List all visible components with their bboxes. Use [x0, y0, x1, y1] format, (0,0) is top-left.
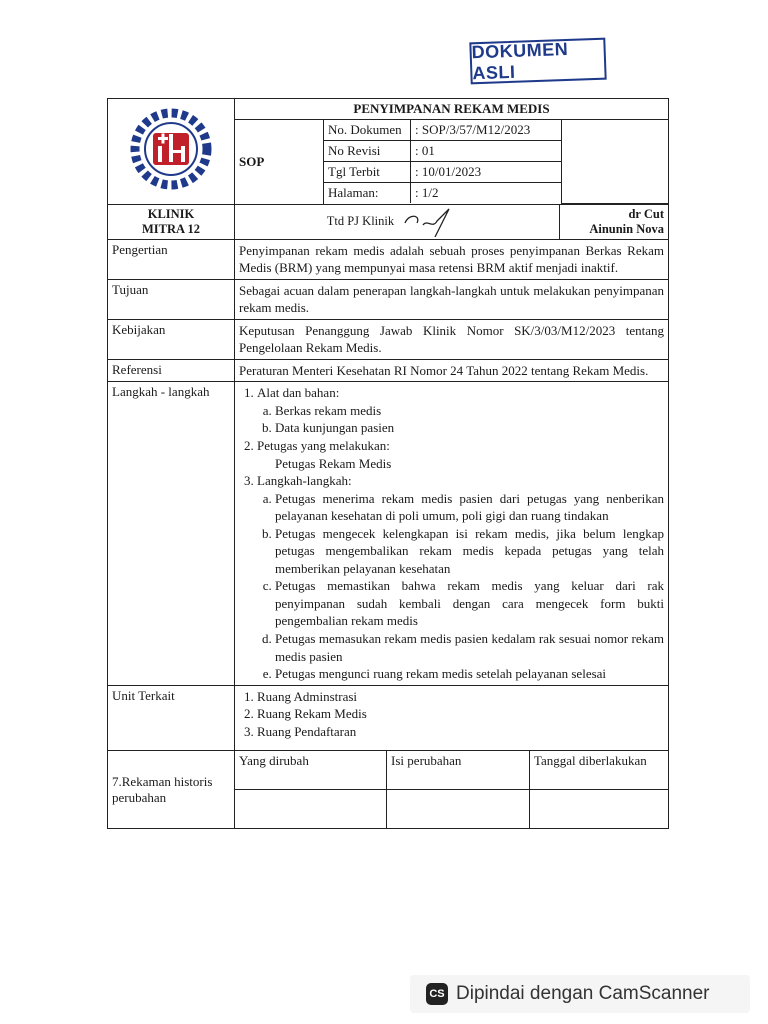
- camscanner-label: Dipindai dengan CamScanner: [456, 983, 710, 1004]
- pengertian-text: Penyimpanan rekam medis adalah sebuah proses penyimpanan Berkas Rekam Medis (BRM) yang mempunyai masa retensi BRM aktif menjadi inaktif.: [235, 239, 669, 279]
- list-item: [257, 384, 664, 437]
- meta-label: Tgl Terbit: [324, 162, 411, 183]
- history-cell: [387, 790, 530, 829]
- signature-label-cell: [235, 204, 560, 239]
- history-col-changed: Yang dirubah: [235, 751, 387, 790]
- list-item: 2. Ruang Rekam Medis: [257, 705, 664, 723]
- historis-content: [235, 751, 669, 829]
- document-meta: [324, 120, 668, 204]
- historis-label: 7.Rekaman historis perubahan: [108, 751, 235, 829]
- langkah-content: [235, 382, 669, 685]
- history-col-content: Isi perubahan: [387, 751, 530, 790]
- doctor-name-line1: dr Cut: [628, 206, 664, 221]
- list-item: b. Petugas mengecek kelengkapan isi rekam medis, jika belum lengkap petugas mengembalikan rekam medis kepada petugas yang telah memberikan pelayanan kesehatan: [275, 525, 664, 578]
- meta-blank: [562, 120, 669, 203]
- list-item: [257, 472, 664, 683]
- meta-label: No Revisi: [324, 141, 411, 162]
- clinic-name: [108, 204, 235, 239]
- sop-title: PENYIMPANAN REKAM MEDIS: [235, 99, 668, 120]
- clinic-name-line2: MITRA 12: [142, 221, 200, 236]
- history-col-date: Tanggal diberlakukan: [529, 751, 668, 790]
- camscanner-watermark: [410, 975, 750, 1013]
- meta-value: : 01: [411, 141, 562, 162]
- list-item: e. Petugas mengunci ruang rekam medis setelah pelayanan selesai: [275, 665, 664, 683]
- tujuan-label: Tujuan: [108, 279, 235, 319]
- history-cell: [235, 790, 387, 829]
- clinic-name-line1: KLINIK: [147, 206, 195, 221]
- list-item: 3. Ruang Pendaftaran: [257, 723, 664, 741]
- list-item: a. Petugas menerima rekam medis pasien dari petugas yang nenberikan pelayanan kesehatan di poli umum, poli gigi dan ruang tindakan: [275, 490, 664, 525]
- signature-label: Ttd PJ Klinik: [326, 213, 395, 228]
- step2-title: Petugas yang melakukan:: [257, 437, 390, 453]
- step3-title: Langkah-langkah:: [257, 473, 352, 489]
- original-document-stamp: DOKUMEN ASLI: [469, 38, 606, 85]
- unit-content: [235, 685, 669, 751]
- list-item: [257, 437, 664, 472]
- clinic-logo: [108, 99, 235, 205]
- meta-value: : 1/2: [411, 183, 562, 204]
- header-info-cell: [235, 99, 669, 205]
- clinic-logo-icon: [125, 106, 217, 192]
- langkah-label: Langkah - langkah: [108, 382, 235, 685]
- tujuan-text: Sebagai acuan dalam penerapan langkah-langkah untuk melakukan penyimpanan rekam medis.: [235, 279, 669, 319]
- list-item: c. Petugas memastikan bahwa rekam medis yang keluar dari rak penyimpanan sudah kembali dengan cara mengecek form bukti pengembalian rekam medis: [275, 577, 664, 630]
- step2-note: Petugas Rekam Medis: [275, 455, 392, 471]
- meta-label: Halaman:: [324, 183, 411, 204]
- kebijakan-text: Keputusan Penanggung Jawab Klinik Nomor SK/3/03/M12/2023 tentang Pengelolaan Rekam Medis.: [235, 319, 669, 359]
- langkah-list: [239, 384, 664, 682]
- unit-label: Unit Terkait: [108, 685, 235, 751]
- doctor-name-cell: [560, 204, 669, 239]
- step1-title: Alat dan bahan:: [257, 385, 340, 401]
- handwritten-signature: [397, 207, 467, 237]
- meta-value: : 10/01/2023: [411, 162, 562, 183]
- list-item: d. Petugas memasukan rekam medis pasien kedalam rak sesuai nomor rekam medis pasien: [275, 630, 664, 665]
- meta-label: No. Dokumen: [324, 120, 411, 141]
- referensi-text: Peraturan Menteri Kesehatan RI Nomor 24 Tahun 2022 tentang Rekam Medis.: [235, 359, 669, 382]
- doctor-name-line2: Ainunin Nova: [589, 221, 664, 236]
- kebijakan-label: Kebijakan: [108, 319, 235, 359]
- sop-table: [107, 98, 669, 829]
- history-cell: [529, 790, 668, 829]
- meta-value: : SOP/3/57/M12/2023: [411, 120, 562, 141]
- sop-document: [107, 98, 669, 829]
- history-table: [235, 751, 668, 828]
- list-item: a. Berkas rekam medis: [275, 402, 664, 420]
- pengertian-label: Pengertian: [108, 239, 235, 279]
- referensi-label: Referensi: [108, 359, 235, 382]
- list-item: 1. Ruang Adminstrasi: [257, 688, 664, 706]
- list-item: b. Data kunjungan pasien: [275, 419, 664, 437]
- camscanner-icon: CS: [426, 983, 448, 1005]
- sop-label: SOP: [235, 120, 324, 204]
